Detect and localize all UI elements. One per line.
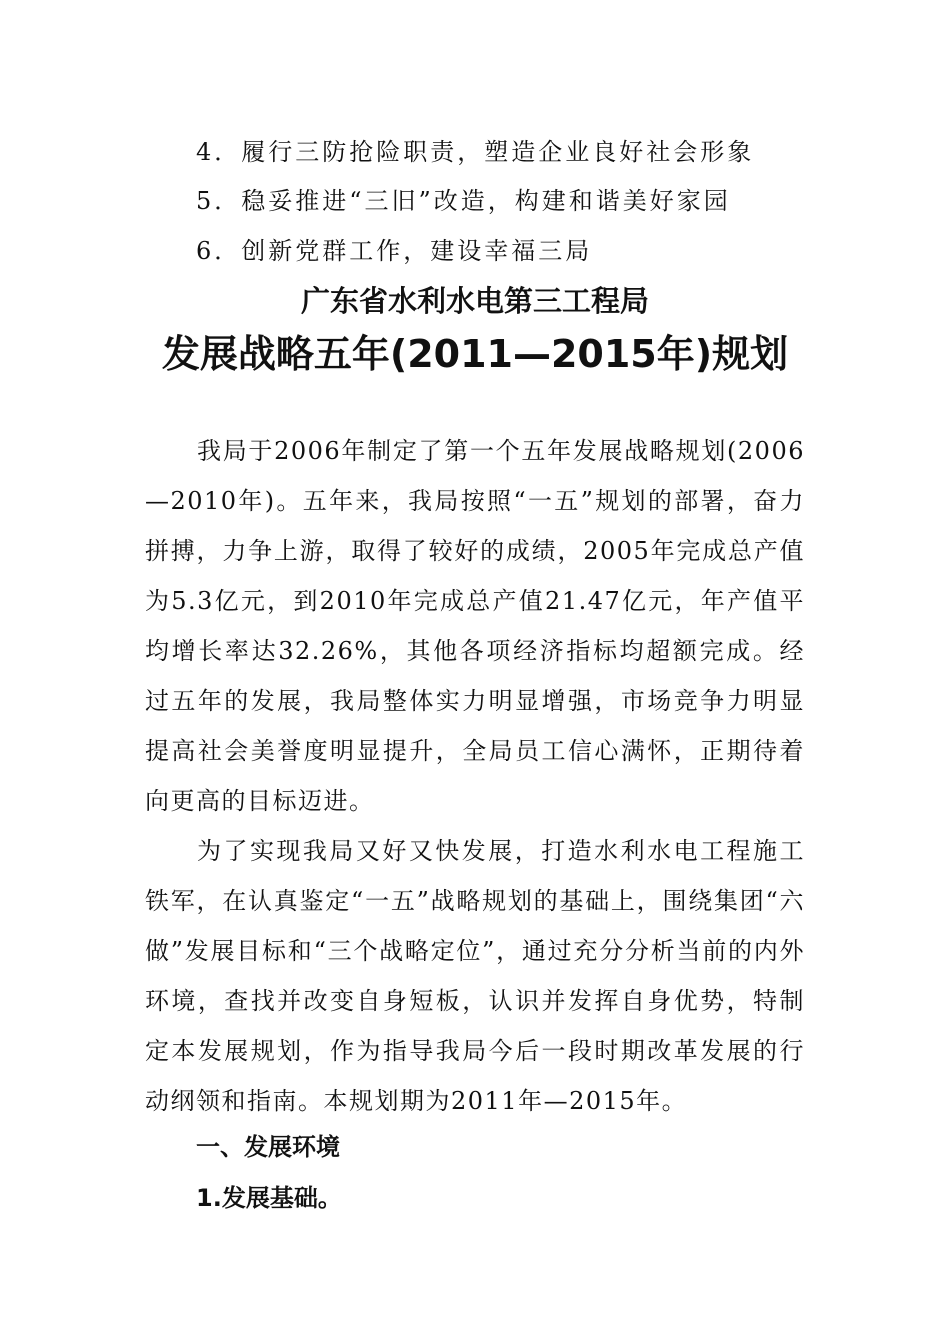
list-item-5: 5．稳妥推进“三旧”改造，构建和谐美好家园 [196, 187, 731, 215]
document-title-plan: 发展战略五年(2011—2015年)规划 [161, 332, 789, 376]
paragraph-purpose: 为了实现我局又好又快发展，打造水利水电工程施工铁军，在认真鉴定“一五”战略规划的基础上，围绕集团“六做”发展目标和“三个战略定位”，通过充分分析当前的内外环境，查找并改变自身短板，认识并发挥自身优势，特制定本发展规划，作为指导我局今后一段时期改革发展的行动纲领和指南。本规划期为2011年—2015年。 [145, 837, 805, 1115]
list-item-4: 4．履行三防抢险职责，塑造企业良好社会形象 [196, 138, 755, 166]
document-title-organization: 广东省水利水电第三工程局 [300, 284, 649, 318]
list-item-6: 6．创新党群工作，建设幸福三局 [196, 237, 593, 265]
paragraph-review: 我局于2006年制定了第一个五年发展战略规划(2006—2010年)。五年来，我局按照“一五”规划的部署，奋力拼搏，力争上游，取得了较好的成绩，2005年完成总产值为5.3亿元，到2010年完成总产值21.47亿元，年产值平均增长率达32.26%，其他各项经济指标均超额完成。经过五年的发展，我局整体实力明显增强，市场竞争力明显提高社会美誉度明显提升，全局员工信心满怀，正期待着向更高的目标迈进。 [145, 437, 805, 815]
section-heading: 一、发展环境 [196, 1133, 340, 1161]
subsection-heading: 1.发展基础。 [196, 1184, 342, 1212]
